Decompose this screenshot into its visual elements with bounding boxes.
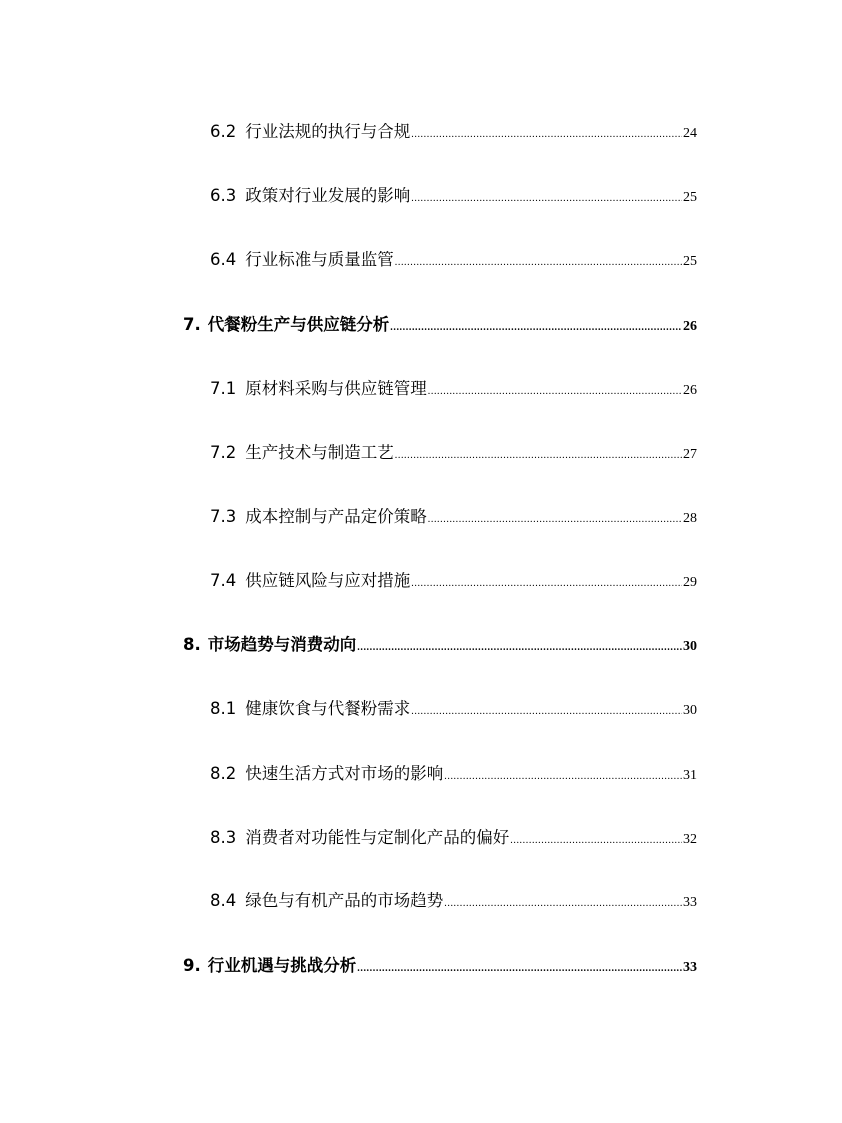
toc-leader-dots [390, 323, 682, 333]
toc-entry-number: 7.4 [210, 571, 237, 590]
toc-entry-8-3[interactable] [210, 824, 697, 850]
toc-entry-page: 29 [683, 575, 697, 590]
toc-entry-number: 8.1 [210, 699, 237, 718]
toc-entry-8-4[interactable] [210, 887, 697, 913]
toc-entry-page: 30 [683, 639, 697, 654]
toc-entry-title: 代餐粉生产与供应链分析 [207, 315, 390, 334]
toc-entry-number: 7. [183, 315, 201, 334]
toc-entry-page: 32 [683, 832, 697, 847]
toc-entry-number: 9. [183, 956, 201, 975]
toc-entry-page: 31 [683, 768, 697, 783]
toc-leader-dots [411, 194, 682, 204]
toc-entry-8-1[interactable] [210, 695, 697, 721]
toc-leader-dots [357, 643, 682, 653]
toc-entry-8[interactable] [183, 631, 697, 657]
toc-entry-6-2[interactable] [210, 118, 697, 144]
toc-entry-title: 快速生活方式对市场的影响 [245, 764, 444, 783]
toc-leader-dots [411, 130, 682, 140]
toc-entry-title: 生产技术与制造工艺 [245, 443, 394, 462]
toc-leader-dots [444, 899, 682, 909]
toc-entry-title: 消费者对功能性与定制化产品的偏好 [245, 828, 510, 847]
toc-entry-7-1[interactable] [210, 375, 697, 401]
toc-entry-page: 30 [683, 703, 697, 718]
toc-leader-dots [357, 964, 682, 974]
toc-leader-dots [510, 836, 682, 846]
toc-entry-number: 8.3 [210, 828, 237, 847]
toc-entry-7-4[interactable] [210, 567, 697, 593]
toc-leader-dots [395, 451, 682, 461]
toc-entry-number: 6.2 [210, 122, 237, 141]
toc-entry-7-3[interactable] [210, 503, 697, 529]
toc-entry-number: 8.2 [210, 764, 237, 783]
toc-entry-number: 8. [183, 635, 201, 654]
toc-entry-page: 33 [683, 895, 697, 910]
toc-leader-dots [395, 258, 682, 268]
toc-entry-7[interactable] [183, 311, 697, 337]
toc-entry-title: 行业法规的执行与合规 [245, 122, 411, 141]
toc-entry-number: 6.3 [210, 186, 237, 205]
toc-entry-7-2[interactable] [210, 439, 697, 465]
toc-entry-page: 25 [683, 190, 697, 205]
toc-leader-dots [428, 387, 682, 397]
toc-entry-9[interactable] [183, 952, 697, 978]
toc-entry-number: 7.2 [210, 443, 237, 462]
toc-entry-title: 市场趋势与消费动向 [207, 635, 357, 654]
toc-leader-dots [411, 707, 682, 717]
toc-entry-6-3[interactable] [210, 182, 697, 208]
toc-entry-page: 26 [683, 383, 697, 398]
toc-leader-dots [428, 515, 682, 525]
toc-entry-title: 健康饮食与代餐粉需求 [245, 699, 411, 718]
toc-entry-page: 27 [683, 447, 697, 462]
toc-entry-6-4[interactable] [210, 246, 697, 272]
toc-entry-number: 6.4 [210, 250, 237, 269]
toc-entry-title: 行业机遇与挑战分析 [207, 956, 357, 975]
toc-entry-number: 7.3 [210, 507, 237, 526]
toc-entry-number: 7.1 [210, 379, 237, 398]
toc-entry-number: 8.4 [210, 891, 237, 910]
toc-entry-title: 政策对行业发展的影响 [245, 186, 411, 205]
toc-entry-title: 绿色与有机产品的市场趋势 [245, 891, 444, 910]
toc-leader-dots [411, 579, 682, 589]
toc-entry-title: 供应链风险与应对措施 [245, 571, 411, 590]
toc-entry-page: 24 [683, 126, 697, 141]
toc-entry-8-2[interactable] [210, 760, 697, 786]
toc-entry-title: 成本控制与产品定价策略 [245, 507, 427, 526]
toc-entry-page: 28 [683, 511, 697, 526]
toc-entry-page: 26 [683, 319, 697, 334]
toc-entry-page: 25 [683, 254, 697, 269]
toc-entry-page: 33 [683, 960, 697, 975]
toc-leader-dots [444, 772, 682, 782]
toc-entry-title: 原材料采购与供应链管理 [245, 379, 427, 398]
toc-entry-title: 行业标准与质量监管 [245, 250, 394, 269]
